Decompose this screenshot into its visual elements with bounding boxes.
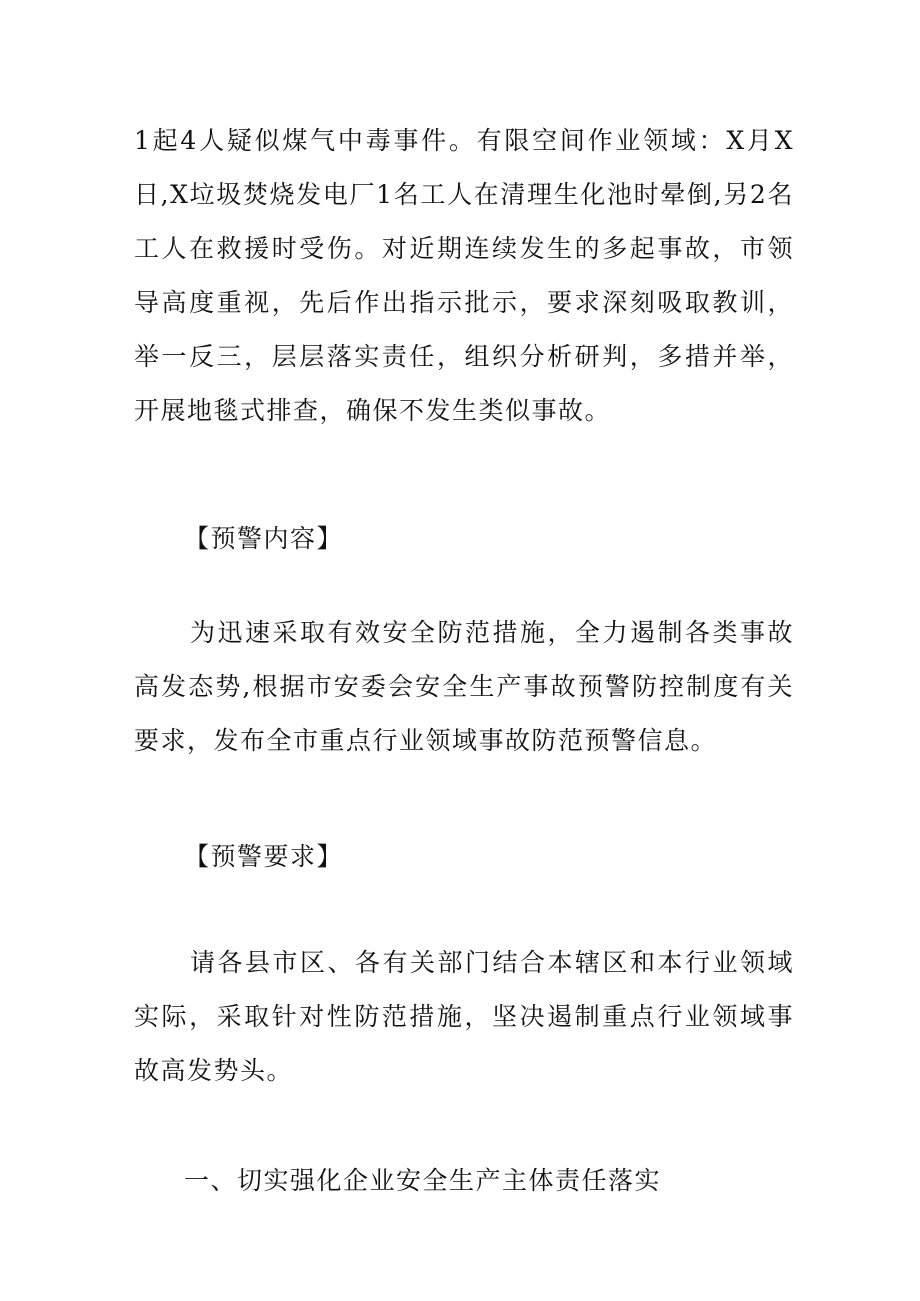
- warning-content-paragraph: 为迅速采取有效安全防范措施，全力遏制各类事故高发态势,根据市安委会安全生产事故预警防控制度有关要求，发布全市重点行业领域事故防范预警信息。: [134, 618, 794, 755]
- warning-requirements-heading: 【预警要求】: [184, 842, 344, 871]
- intro-paragraph: 1起4人疑似煤气中毒事件。有限空间作业领域：X月X日,X垃圾焚烧发电厂1名工人在清理生化池时晕倒,另2名工人在救援时受伤。对近期连续发生的多起事故，市领导高度重视，先后作出指示批示，要求深刻吸取教训，举一反三，层层落实责任，组织分析研判，多措并举，开展地毯式排查，确保不发生类似事故。: [134, 126, 794, 425]
- warning-requirements-paragraph: 请各县市区、各有关部门结合本辖区和本行业领域实际，采取针对性防范措施，坚决遏制重点行业领域事故高发势头。: [134, 948, 794, 1085]
- section-one-heading: 一、切实强化企业安全生产主体责任落实: [184, 1166, 662, 1195]
- warning-content-heading: 【预警内容】: [184, 524, 344, 553]
